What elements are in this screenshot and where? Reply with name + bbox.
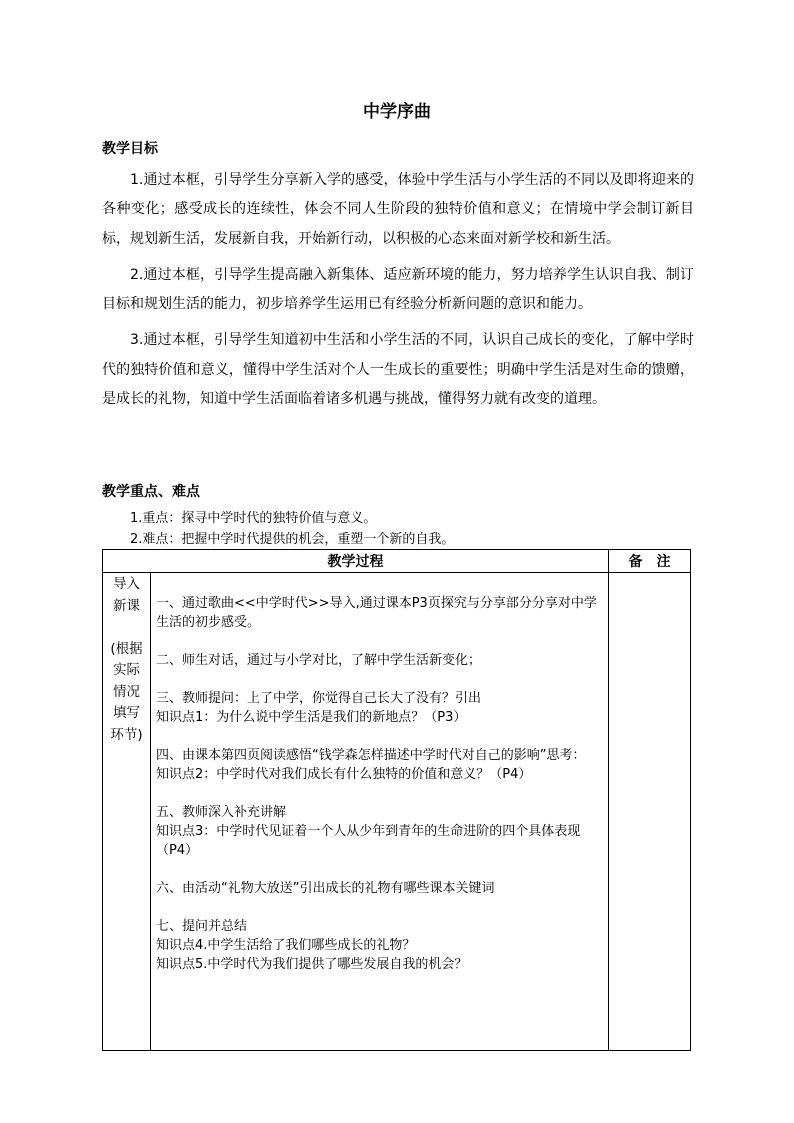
header-notes: 备 注 (609, 550, 691, 573)
objective-item: 1.通过本框，引导学生分享新入学的感受，体验中学生活与小学生活的不同以及即将迎来的各种变化；感受成长的连续性，体会不同人生阶段的独特价值和意义；在情境中学会制订新目标，规划新生活，发展新自我，开始新行动，以积极的心态来面对新学校和新生活。 (102, 172, 694, 247)
keypoints-heading: 教学重点、难点 (102, 484, 200, 500)
objectives-heading: 教学目标 (102, 141, 158, 157)
step-text: 七、提问并总结 (156, 919, 248, 934)
process-step (156, 917, 604, 974)
keypoint-item: 2.难点：把握中学时代提供的机会，重塑一个新的自我。 (130, 532, 455, 547)
stage-label-line: 新课 (113, 597, 140, 614)
keypoints-list (130, 508, 690, 550)
knowledge-point: 知识点4.中学生活给了我们哪些成长的礼物？ (156, 938, 416, 953)
process-step (156, 879, 604, 898)
step-text: 三、教师提问：上了中学，你觉得自己长大了没有？引出 (156, 691, 482, 706)
page-title: 中学序曲 (363, 102, 431, 122)
notes-cell (609, 573, 691, 1051)
stage-label-cell (103, 573, 151, 1051)
stage-note-line: 环节) (110, 726, 143, 743)
stage-note-line: 实际 (113, 662, 140, 678)
stage-note-line: 填写 (113, 705, 140, 721)
stage-label-line: 导入 (113, 576, 140, 592)
process-step (156, 594, 604, 632)
process-content-cell (151, 573, 609, 1051)
table-header-row (103, 550, 691, 573)
keypoint-item: 1.重点：探寻中学时代的独特价值与意义。 (130, 511, 377, 526)
step-text: 二、师生对话，通过与小学对比，了解中学生活新变化； (156, 653, 482, 668)
step-text: 五、教师深入补充讲解 (156, 805, 287, 820)
knowledge-point: 知识点5.中学时代为我们提供了哪些发展自我的机会？ (156, 957, 468, 972)
teaching-process-table (102, 549, 691, 1051)
process-step (156, 651, 604, 670)
table-row (103, 573, 691, 1051)
step-text: 四、由课本第四页阅读感悟“钱学森怎样描述中学时代对自己的影响”思考： (156, 748, 586, 763)
knowledge-point: 知识点3：中学时代见证着一个人从少年到青年的生命进阶的四个具体表现（P4） (156, 824, 581, 858)
header-process: 教学过程 (103, 550, 609, 573)
stage-note-line: (根据 (110, 640, 143, 657)
step-text: 六、由活动“礼物大放送”引出成长的礼物有哪些课本关键词 (156, 881, 495, 896)
objective-item: 3.通过本框，引导学生知道初中生活和小学生活的不同，认识自己成长的变化，了解中学时代的独特价值和意义，懂得中学生活对个人一生成长的重要性；明确中学生活是对生命的馈赠，是成长的礼物，知道中学生活面临着诸多机遇与挑战，懂得努力就有改变的道理。 (102, 332, 694, 408)
step-text: 一、通过歌曲<<中学时代>>导入,通过课本P3页探究与分享部分分享对中学生活的初步感受。 (156, 596, 597, 630)
process-step (156, 689, 604, 727)
stage-note-line: 情况 (113, 683, 140, 700)
process-step (156, 746, 604, 784)
objective-item: 2.通过本框，引导学生提高融入新集体、适应新环境的能力，努力培养学生认识自我、制订目标和规划生活的能力，初步培养学生运用已有经验分析新问题的意识和能力。 (102, 266, 694, 313)
process-step (156, 803, 604, 860)
knowledge-point: 知识点1：为什么说中学生活是我们的新地点？（P3） (156, 710, 467, 725)
knowledge-point: 知识点2：中学时代对我们成长有什么独特的价值和意义？（P4） (156, 767, 532, 782)
objectives-list (102, 166, 694, 421)
